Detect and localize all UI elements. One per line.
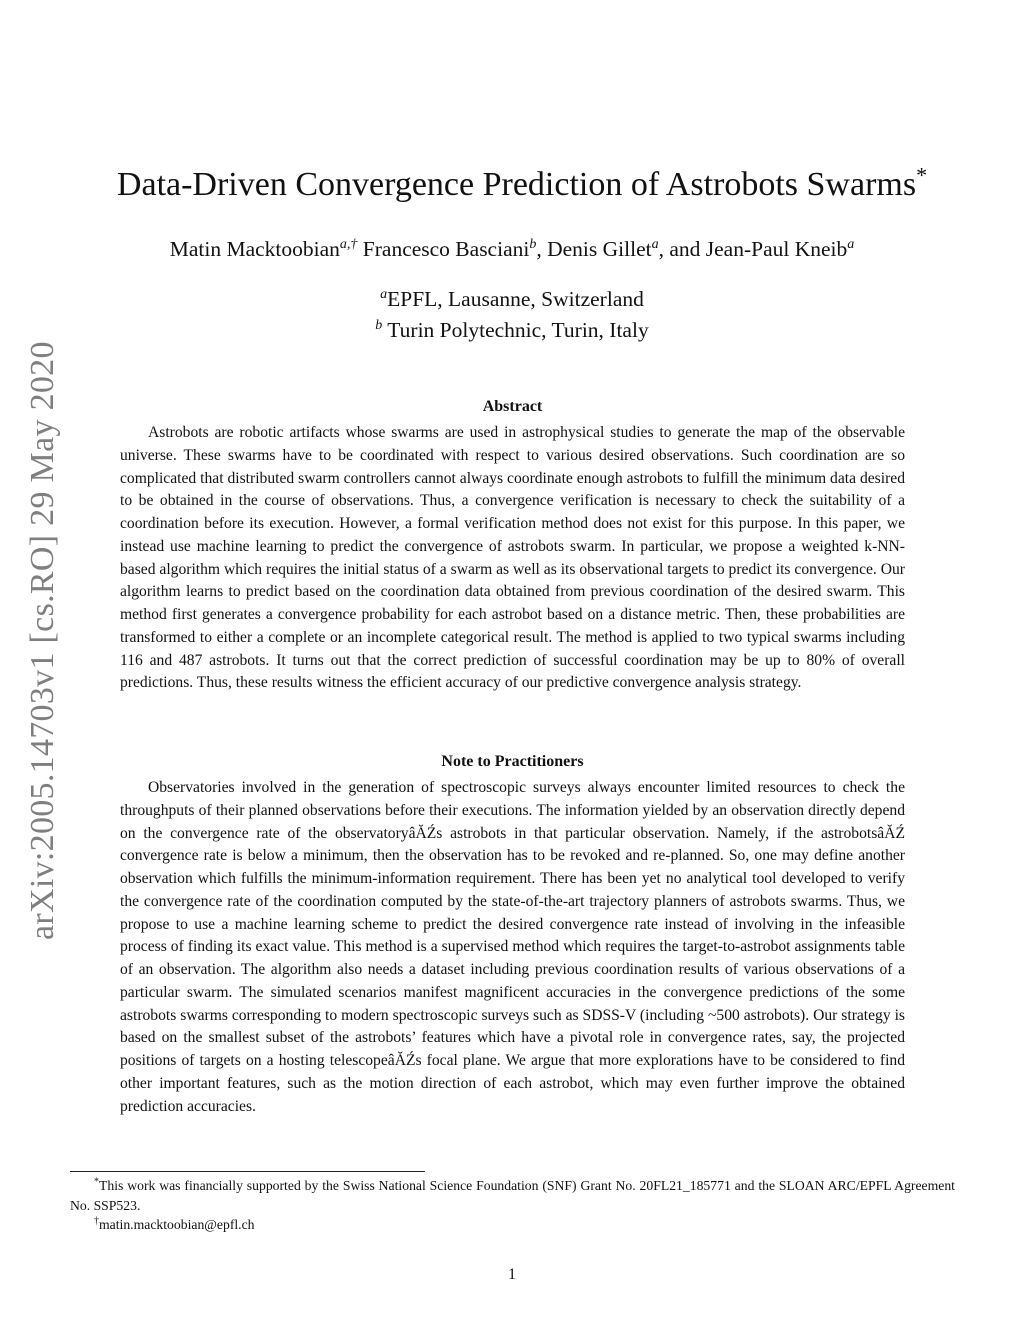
arxiv-identifier-stamp: arXiv:2005.14703v1 [cs.RO] 29 May 2020 bbox=[24, 341, 61, 940]
author-name: Denis Gillet bbox=[547, 237, 652, 261]
email-footnote bbox=[70, 1215, 955, 1235]
author-affiliation-mark: a,† bbox=[339, 236, 358, 252]
affiliation-list bbox=[60, 284, 964, 346]
author-affiliation-mark: a bbox=[651, 236, 659, 252]
author-name: Matin Macktoobian bbox=[169, 237, 340, 261]
note-to-practitioners-heading: Note to Practitioners bbox=[441, 753, 584, 770]
affiliation-mark: a bbox=[380, 286, 388, 302]
author-affiliation-mark: a bbox=[847, 236, 855, 252]
note-to-practitioners-body: Observatories involved in the generation of spectroscopic surveys always encounter limited resources to check the throughputs of their planned observations before their executions. The information yielded by an observation directly depend on the convergence rate of the observatoryâĂŹs astrobots in that particular observation. Namely, if the astrobotsâĂŹ convergence rate is below a minimum, then the observation has to be revoked and re-planned. So, one may define another observation which fulfills the minimum-information requirement. There has been yet no analytical tool developed to verify the convergence rate of the coordination computed by the state-of-the-art trajectory planners of astrobots swarms. Thus, we propose to use a machine learning scheme to predict the desired convergence rate instead of involving in the infeasible process of finding its exact value. This method is a supervised method which requires the target-to-astrobot assignments table of an observation. The algorithm also needs a dataset including previous coordination results of various observations of a particular swarm. The simulated scenarios manifest magnificent accuracies in the convergence predictions of the some astrobots swarms corresponding to modern spectroscopic surveys such as SDSS-V (including ~500 astrobots). Our strategy is based on the smallest subset of the astrobots’ features which have a pivotal role in convergence rates, say, the projected positions of targets on a hosting telescopeâĂŹs focal plane. We argue that more explorations have to be considered to find other important features, such as the motion direction of each astrobot, which may even further improve the obtained prediction accuracies. bbox=[120, 779, 905, 1115]
affiliation-mark: b bbox=[375, 317, 383, 333]
affiliation-text: EPFL, Lausanne, Switzerland bbox=[387, 287, 644, 311]
author-separator: , and bbox=[658, 237, 706, 261]
affiliation-line bbox=[60, 284, 964, 315]
funding-footnote bbox=[70, 1176, 955, 1215]
abstract-heading: Abstract bbox=[482, 398, 543, 415]
affiliation-line bbox=[60, 315, 964, 346]
author-name: Jean-Paul Kneib bbox=[705, 237, 848, 261]
footnote-mark: * bbox=[94, 1176, 99, 1188]
page-number: 1 bbox=[508, 1266, 516, 1283]
footnote-text: This work was financially supported by the Swiss National Science Foundation (SNF) Grant No. 20FL21_185771 and the SLOAN ARC/EPFL Agreement No. SSP523. bbox=[70, 1178, 955, 1213]
affiliation-text: Turin Polytechnic, Turin, Italy bbox=[382, 318, 649, 342]
author-affiliation-mark: b bbox=[529, 236, 537, 252]
author-list bbox=[60, 234, 964, 264]
paper-title bbox=[60, 163, 984, 207]
footnote-text: matin.macktoobian@epfl.ch bbox=[99, 1217, 255, 1232]
author-name: Francesco Basciani bbox=[362, 237, 530, 261]
author-separator: , bbox=[536, 237, 548, 261]
abstract-body: Astrobots are robotic artifacts whose swarms are used in astrophysical studies to generate the map of the observable universe. These swarms have to be coordinated with respect to various desired observations. Such coordination are so complicated that distributed swarm controllers cannot always coordinate enough astrobots to fulfill the minimum data desired to be obtained in the course of observations. Thus, a convergence verification is necessary to check the suitability of a coordination before its execution. However, a formal verification method does not exist for this purpose. In this paper, we instead use machine learning to predict the convergence of astrobots swarm. In particular, we propose a weighted k-NN-based algorithm which requires the initial status of a swarm as well as its observational targets to predict its convergence. Our algorithm learns to predict based on the coordination data obtained from previous coordination of the desired swarm. This method first generates a convergence probability for each astrobot based on a distance metric. Then, these probabilities are transformed to either a complete or an incomplete categorical result. The method is applied to two typical swarms including 116 and 487 astrobots. It turns out that the correct prediction of successful coordination may be up to 80% of overall predictions. Thus, these results witness the efficient accuracy of our predictive convergence analysis strategy. bbox=[120, 424, 905, 692]
paper-title-text: Data-Driven Convergence Prediction of Astrobots Swarms bbox=[116, 166, 917, 203]
footnote-mark: † bbox=[94, 1215, 99, 1227]
title-footnote-mark: * bbox=[916, 162, 928, 188]
footnote-divider bbox=[70, 1171, 425, 1172]
